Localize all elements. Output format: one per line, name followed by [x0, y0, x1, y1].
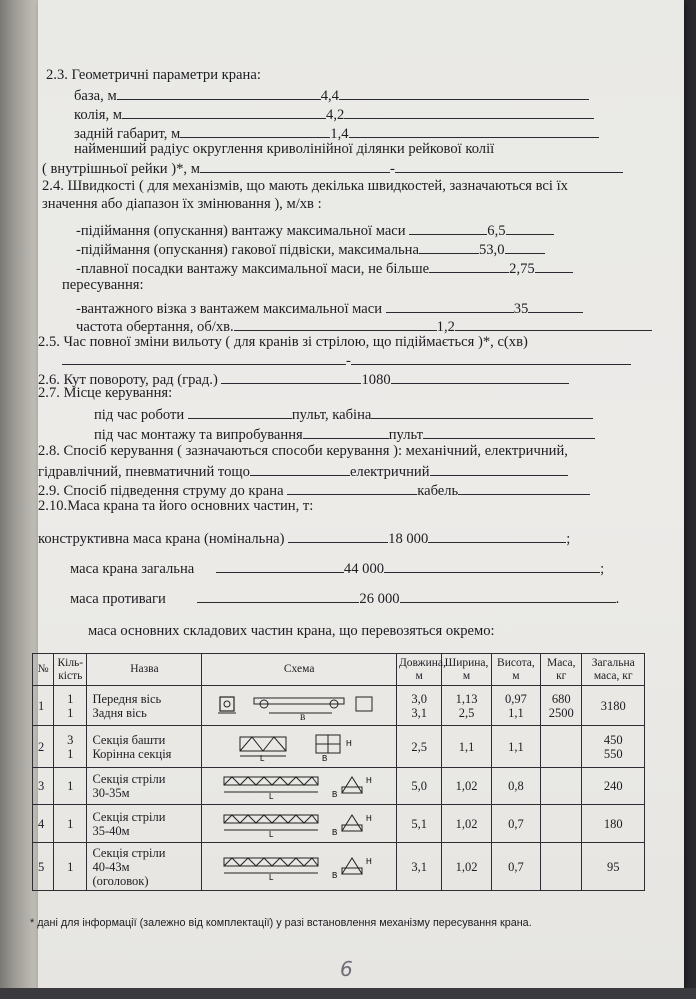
- scheme-drawing: [214, 769, 384, 803]
- section-2-3-heading: 2.3. Геометричні параметри крана:: [46, 67, 261, 83]
- cell-no-line: 3: [38, 779, 45, 793]
- cell-length: [396, 686, 441, 726]
- col-header-height: Висота, м: [491, 654, 540, 686]
- counterweight-row: маса противаги 26 000 .: [70, 588, 619, 608]
- total-mass-value: 44 000: [343, 561, 385, 577]
- cell-width-line: 1,02: [455, 779, 478, 793]
- cell-qty-line: 1: [67, 779, 74, 793]
- cell-no-line: 2: [38, 739, 45, 754]
- cell-length-line: 3,0: [411, 691, 427, 706]
- footnote: * дані для інформації (залежно від комплектації) у разі встановлення механізму пересування крана.: [30, 917, 532, 929]
- cell-no: [33, 768, 54, 805]
- cell-name-line: Секція стріли: [92, 809, 166, 824]
- rear-value: 1,4: [330, 126, 349, 142]
- col-header-total: Загальна маса, кг: [582, 654, 645, 686]
- scheme-drawing: [214, 730, 384, 764]
- hook-value: 53,0: [478, 242, 505, 258]
- cell-height-line: 0,8: [508, 779, 524, 793]
- cell-height: [491, 805, 540, 843]
- move-label: пересування:: [62, 277, 144, 293]
- cell-qty-line: 1: [67, 705, 74, 720]
- cell-total: [582, 686, 645, 726]
- cell-name: [87, 768, 202, 805]
- parts-table: [32, 653, 645, 891]
- cell-total: [582, 768, 645, 805]
- lift-max-label: -підіймання (опускання) вантажу максимальної маси: [76, 223, 406, 239]
- cell-name-line: 30-35м: [92, 786, 130, 800]
- col-header-name: Назва: [87, 654, 202, 686]
- hook-label: -підіймання (опускання) гакової підвіски, максимальна: [76, 242, 419, 258]
- cell-total-line: 95: [606, 859, 620, 874]
- cell-mass-line: 680: [551, 691, 571, 706]
- cell-name: [87, 726, 202, 768]
- cell-name-line: (оголовок): [92, 873, 149, 888]
- page-number: 6: [340, 957, 353, 981]
- rotation-label: частота обертання, об/хв.: [76, 319, 234, 335]
- cell-length: [396, 768, 441, 805]
- cell-no: [33, 843, 54, 891]
- smooth-label: -плавної посадки вантажу максимальної маси, не більше: [76, 261, 430, 277]
- base-row: [74, 85, 589, 105]
- cell-name-line: Задня вісь: [92, 705, 147, 720]
- work-place-label: під час роботи: [94, 407, 185, 423]
- cell-total-line: 450: [603, 732, 623, 747]
- scheme-label-b: B: [322, 753, 328, 763]
- section-2-4-heading-2: значення або діапазон їх змінювання ), м/хв :: [42, 196, 322, 212]
- cell-name: [87, 686, 202, 726]
- cell-name: [87, 805, 202, 843]
- trolley-row: [76, 298, 583, 318]
- counterweight-value: 26 000: [359, 591, 400, 607]
- cell-width: [442, 843, 491, 891]
- section-2-8-row: [38, 461, 568, 481]
- lift-max-value: 6,5: [487, 223, 506, 239]
- work-place-value: пульт, кабіна: [291, 407, 372, 423]
- cell-length: [396, 805, 441, 843]
- rotation-value: 1,2: [436, 319, 455, 335]
- scheme-label-b: B: [300, 712, 306, 722]
- cell-height-line: 0,7: [508, 816, 524, 831]
- cell-qty-line: 1: [67, 691, 74, 706]
- control-method-label: гідравлічний, пневматичний тощо: [38, 464, 250, 480]
- cell-total-line: 240: [603, 779, 623, 793]
- cell-name-line: 40-43м: [92, 859, 130, 874]
- cell-length-line: 2,5: [411, 739, 427, 754]
- cell-no-line: 4: [38, 816, 45, 831]
- cell-length-line: 5,1: [411, 816, 427, 831]
- col-header-mass: Маса, кг: [541, 654, 582, 686]
- control-method-value: електричний: [349, 464, 430, 480]
- total-mass-label: маса крана загальна: [70, 561, 195, 577]
- col-header-scheme: Схема: [202, 654, 397, 686]
- col-header-width: Ширина, м: [442, 654, 491, 686]
- cell-total: [582, 805, 645, 843]
- scheme-label-l: L: [269, 829, 274, 839]
- cell-no-line: 1: [38, 698, 45, 713]
- col-header-qty: Кіль-кість: [54, 654, 87, 686]
- cell-mass: [541, 843, 582, 891]
- cell-name-line: Передня вісь: [92, 691, 162, 706]
- cell-qty-line: 1: [67, 816, 74, 831]
- track-row: [74, 104, 594, 124]
- smooth-value: 2,75: [509, 261, 535, 277]
- scheme-label-h: H: [366, 856, 372, 866]
- cell-width: [442, 768, 491, 805]
- cell-width-line: 2,5: [458, 705, 475, 720]
- cell-name-line: Секція стріли: [92, 845, 166, 860]
- cell-height: [491, 768, 540, 805]
- table-row: [33, 805, 645, 843]
- lift-max-row: [76, 220, 554, 240]
- cell-total: [582, 726, 645, 768]
- radius-line1: найменший радіус округлення криволінійної ділянки рейкової колії: [74, 141, 495, 157]
- nominal-mass-label: конструктивна маса крана (номінальна): [38, 531, 285, 547]
- counterweight-label: маса противаги: [70, 591, 166, 607]
- scheme-label-h: H: [366, 776, 372, 785]
- cell-mass: [541, 726, 582, 768]
- cell-height-line: 0,97: [504, 691, 527, 706]
- mount-place-label: під час монтажу та випробування: [94, 427, 303, 443]
- cell-no-line: 5: [38, 859, 45, 874]
- cell-height: [491, 686, 540, 726]
- total-mass-row: маса крана загальна 44 000 ;: [70, 558, 604, 578]
- cell-no: [33, 726, 54, 768]
- nominal-mass-row: конструктивна маса крана (номінальна) 18 000 ;: [38, 528, 570, 548]
- cell-height-line: 1,1: [508, 705, 524, 720]
- scheme-drawing: [214, 807, 384, 841]
- cell-height: [491, 843, 540, 891]
- cell-mass: [541, 805, 582, 843]
- section-2-10-heading: 2.10.Маса крана та його основних частин, т:: [38, 498, 314, 514]
- section-2-8-line1: 2.8. Спосіб керування ( зазначаються способи керування ): механічний, електричний,: [38, 443, 568, 459]
- track-label: колія, м: [74, 107, 123, 123]
- cell-name: [87, 843, 202, 891]
- cell-scheme: [202, 686, 397, 726]
- cell-qty: [54, 726, 87, 768]
- section-2-6-value: 1080: [361, 372, 391, 388]
- cell-qty: [54, 686, 87, 726]
- cell-length: [396, 843, 441, 891]
- cell-qty-line: 3: [67, 732, 74, 747]
- section-2-5-label: 2.5. Час повної зміни вильоту ( для кранів зі стрілою, що підіймається )*, с(хв): [38, 334, 528, 350]
- scheme-label-h: H: [346, 738, 352, 748]
- scheme-drawing: [214, 850, 384, 884]
- base-value: 4,4: [320, 88, 339, 104]
- parts-mass-label: маса основних складових частин крана, що перевозяться окремо:: [88, 623, 495, 639]
- section-2-4-heading: 2.4. Швидкості ( для механізмів, що мають декілька швидкостей, зазначаються всі їх: [42, 178, 568, 194]
- cell-length-line: 3,1: [411, 859, 427, 874]
- cell-total-line: 3180: [600, 698, 626, 713]
- cell-no: [33, 805, 54, 843]
- cell-name-line: 35-40м: [92, 823, 130, 838]
- cell-qty-line: 1: [67, 746, 74, 761]
- cell-mass-line: 2500: [548, 705, 574, 720]
- cell-name-line: Секція стріли: [92, 772, 166, 786]
- scheme-label-l: L: [260, 753, 265, 763]
- hook-row: [76, 239, 545, 259]
- cell-height: [491, 726, 540, 768]
- rear-label: задній габарит, м: [74, 126, 181, 142]
- cell-width: [442, 686, 491, 726]
- table-row: [33, 768, 645, 805]
- scheme-drawing: [214, 689, 384, 723]
- scheme-label-h: H: [366, 813, 372, 823]
- cell-name-line: Секція башти: [92, 732, 166, 747]
- cell-qty-line: 1: [67, 859, 74, 874]
- cell-qty: [54, 805, 87, 843]
- cell-length-line: 3,1: [411, 705, 427, 720]
- table-row: [33, 726, 645, 768]
- section-2-7-heading: 2.7. Місце керування:: [38, 385, 173, 401]
- radius-value: -: [389, 161, 395, 177]
- trolley-label: -вантажного візка з вантажем максимальної маси: [76, 301, 383, 317]
- scheme-label-b: B: [332, 870, 338, 880]
- cell-length-line: 5,0: [411, 779, 427, 793]
- cell-name-line: Корінна секція: [92, 746, 172, 761]
- cell-width-line: 1,13: [455, 691, 478, 706]
- cell-length: [396, 726, 441, 768]
- radius-row: [42, 158, 623, 178]
- cell-qty: [54, 768, 87, 805]
- cell-width-line: 1,02: [455, 816, 478, 831]
- radius-label: ( внутрішньої рейки )*, м: [42, 161, 200, 177]
- cell-total: [582, 843, 645, 891]
- col-header-length: Довжина, м: [396, 654, 441, 686]
- cell-width: [442, 726, 491, 768]
- scheme-label-b: B: [332, 827, 338, 837]
- cell-total-line: 180: [603, 816, 623, 831]
- cell-scheme: [202, 768, 397, 805]
- section-2-6-label: 2.6. Кут повороту, рад (град.): [38, 372, 218, 388]
- scheme-label-l: L: [269, 792, 274, 801]
- base-label: база, м: [74, 88, 117, 104]
- scheme-label-l: L: [269, 872, 274, 882]
- cell-qty: [54, 843, 87, 891]
- cell-scheme: [202, 726, 397, 768]
- cell-width: [442, 805, 491, 843]
- mount-place-row: [94, 424, 595, 444]
- table-row: [33, 843, 645, 891]
- desk-edge: [0, 988, 696, 999]
- cell-height-line: 0,7: [508, 859, 524, 874]
- section-2-5-value-row: [62, 350, 631, 370]
- smooth-row: [76, 258, 573, 278]
- trolley-value: 35: [513, 301, 529, 317]
- nominal-mass-value: 18 000: [388, 531, 429, 547]
- cell-mass: [541, 768, 582, 805]
- col-header-no: №: [33, 654, 54, 686]
- cell-no: [33, 686, 54, 726]
- mount-place-value: пульт: [388, 427, 423, 443]
- power-supply-value: кабель: [417, 483, 459, 499]
- cell-mass: [541, 686, 582, 726]
- cell-scheme: [202, 805, 397, 843]
- section-2-5-value: -: [346, 353, 351, 369]
- cell-width-line: 1,02: [455, 859, 478, 874]
- track-value: 4,2: [326, 107, 345, 123]
- cell-height-line: 1,1: [508, 739, 524, 754]
- work-place-row: [94, 404, 593, 424]
- power-supply-label: 2.9. Спосіб підведення струму до крана: [38, 483, 284, 499]
- cell-width-line: 1,1: [458, 739, 475, 754]
- cell-total-line: 550: [603, 746, 623, 761]
- table-row: [33, 686, 645, 726]
- scheme-label-b: B: [332, 790, 338, 799]
- cell-scheme: [202, 843, 397, 891]
